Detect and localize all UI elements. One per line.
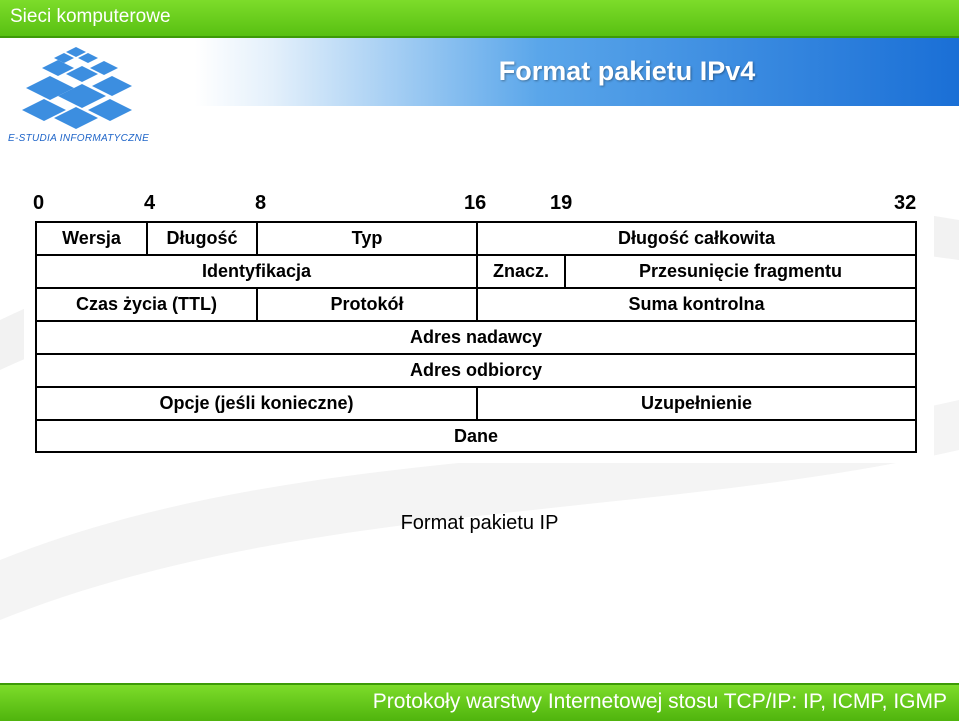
- bit-position-0: 0: [33, 192, 45, 214]
- bit-position-4: 4: [144, 192, 156, 214]
- logo-text: E-STUDIA INFORMATYCZNE: [8, 133, 150, 144]
- field-padding: Uzupełnienie: [640, 393, 752, 413]
- bit-position-19: 19: [550, 192, 573, 214]
- field-total-length: Długość całkowita: [617, 228, 776, 248]
- table-row: [37, 421, 915, 451]
- top-bar: [0, 0, 959, 38]
- table-row: [37, 322, 915, 355]
- field-options: Opcje (jeśli konieczne): [37, 388, 478, 419]
- field-identification: Identyfikacja: [37, 256, 478, 287]
- ipv4-header-table: [35, 221, 917, 453]
- bit-position-32: 32: [894, 192, 917, 214]
- table-row: [37, 355, 915, 388]
- footer-title: Protokoły warstwy Internetowej stosu TCP/IP: IP, ICMP, IGMP: [372, 690, 947, 713]
- field-type: Typ: [258, 223, 478, 254]
- course-title: Sieci komputerowe: [10, 6, 171, 27]
- field-data: Dane: [453, 425, 498, 446]
- bit-position-16: 16: [464, 192, 487, 214]
- bottom-bar: [0, 683, 959, 721]
- bit-position-8: 8: [255, 192, 267, 214]
- field-destination-address: Adres odbiorcy: [409, 360, 543, 380]
- field-source-address: Adres nadawcy: [409, 327, 543, 347]
- slide-title: Format pakietu IPv4: [498, 56, 756, 86]
- table-row: [37, 256, 915, 289]
- table-row: [37, 223, 915, 256]
- field-version: Wersja: [37, 223, 148, 254]
- field-fragment-offset: Przesunięcie fragmentu: [638, 261, 843, 281]
- field-flags: Znacz.: [478, 256, 566, 287]
- field-header-length: Długość: [148, 223, 258, 254]
- field-protocol: Protokół: [258, 289, 478, 320]
- field-checksum: Suma kontrolna: [628, 294, 765, 314]
- figure-caption: Format pakietu IP: [400, 512, 559, 534]
- title-bar: [195, 38, 959, 106]
- field-ttl: Czas życia (TTL): [37, 289, 258, 320]
- table-row: [37, 289, 915, 322]
- table-row: [37, 388, 915, 421]
